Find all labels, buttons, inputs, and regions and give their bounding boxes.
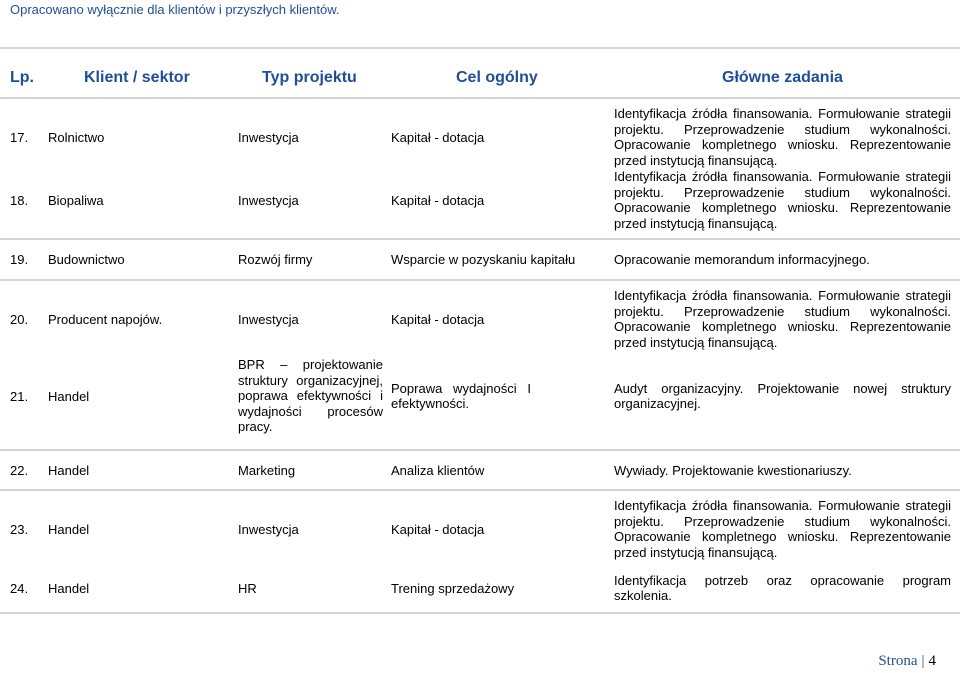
header-client: Klient / sektor [84,69,190,86]
page-number: 4 [928,653,936,669]
header-note: Opracowano wyłącznie dla klientów i przyszłych klientów. [10,2,340,17]
cell-client: Biopaliwa [48,192,104,208]
cell-type: Marketing [238,462,296,478]
cell-lp: 20. [10,311,29,327]
header-lp: Lp. [10,69,34,86]
divider [0,238,960,240]
cell-client: Producent napojów. [48,311,163,327]
cell-lp: 18. [10,192,29,208]
divider [0,449,960,451]
table-row [0,498,960,560]
page-separator: | [921,653,925,669]
cell-lp: 23. [10,521,29,537]
cell-goal: Analiza klientów [391,462,485,478]
cell-tasks: Wywiady. Projektowanie kwestionariuszy. [614,462,852,478]
cell-goal: Kapitał - dotacja [391,521,485,537]
cell-client: Handel [48,580,90,596]
cell-lp: 24. [10,580,29,596]
cell-goal: Trening sprzedażowy [391,580,515,596]
page-label: Strona [878,653,918,669]
table-row [0,460,960,480]
cell-client: Rolnictwo [48,129,105,145]
cell-type: Inwestycja [238,192,299,208]
cell-type: BPR – projektowanie struktury organizacyjnej, poprawa efektywności i wydajności procesów pracy. [238,357,383,435]
cell-lp: 21. [10,388,29,404]
divider [0,612,960,614]
cell-type: HR [238,580,257,596]
cell-goal: Kapitał - dotacja [391,129,485,145]
divider [0,489,960,491]
cell-client: Handel [48,388,90,404]
cell-client: Budownictwo [48,251,125,267]
cell-lp: 22. [10,462,29,478]
table-row [0,572,960,604]
table-row [0,350,960,442]
cell-goal: Poprawa wydajności I efektywności. [391,380,531,411]
cell-tasks: Audyt organizacyjny. Projektowanie nowej struktury organizacyjnej. [614,380,951,411]
divider [0,97,960,99]
page-footer [878,653,936,670]
cell-client: Handel [48,521,90,537]
cell-client: Handel [48,462,90,478]
header-goal: Cel ogólny [456,69,538,86]
header-tasks: Główne zadania [722,69,843,86]
cell-lp: 19. [10,251,29,267]
cell-goal: Kapitał - dotacja [391,192,485,208]
cell-type: Inwestycja [238,129,299,145]
table-row [0,169,960,231]
header-type: Typ projektu [262,69,357,86]
cell-tasks: Identyfikacja źródła finansowania. Formułowanie strategii projektu. Przeprowadzenie studium wykonalności. Opracowanie kompletnego wniosku. Reprezentowanie przed instytucją finansującą. [614,288,951,350]
cell-type: Inwestycja [238,311,299,327]
cell-lp: 17. [10,129,29,145]
cell-tasks: Identyfikacja źródła finansowania. Formułowanie strategii projektu. Przeprowadzenie studium wykonalności. Opracowanie kompletnego wniosku. Reprezentowanie przed instytucją finansującą. [614,106,951,168]
cell-type: Inwestycja [238,521,299,537]
cell-goal: Wsparcie w pozyskaniu kapitału [391,251,576,267]
cell-tasks: Identyfikacja źródła finansowania. Formułowanie strategii projektu. Przeprowadzenie studium wykonalności. Opracowanie kompletnego wniosku. Reprezentowanie przed instytucją finansującą. [614,169,951,231]
table-row [0,106,960,168]
table-row [0,288,960,350]
table-header [0,69,960,89]
divider [0,279,960,281]
divider [0,47,960,49]
cell-type: Rozwój firmy [238,251,313,267]
cell-goal: Kapitał - dotacja [391,311,485,327]
cell-tasks: Opracowanie memorandum informacyjnego. [614,251,870,267]
cell-tasks: Identyfikacja źródła finansowania. Formułowanie strategii projektu. Przeprowadzenie studium wykonalności. Opracowanie kompletnego wniosku. Reprezentowanie przed instytucją finansującą. [614,498,951,560]
cell-tasks: Identyfikacja potrzeb oraz opracowanie program szkolenia. [614,572,951,603]
table-row [0,249,960,269]
